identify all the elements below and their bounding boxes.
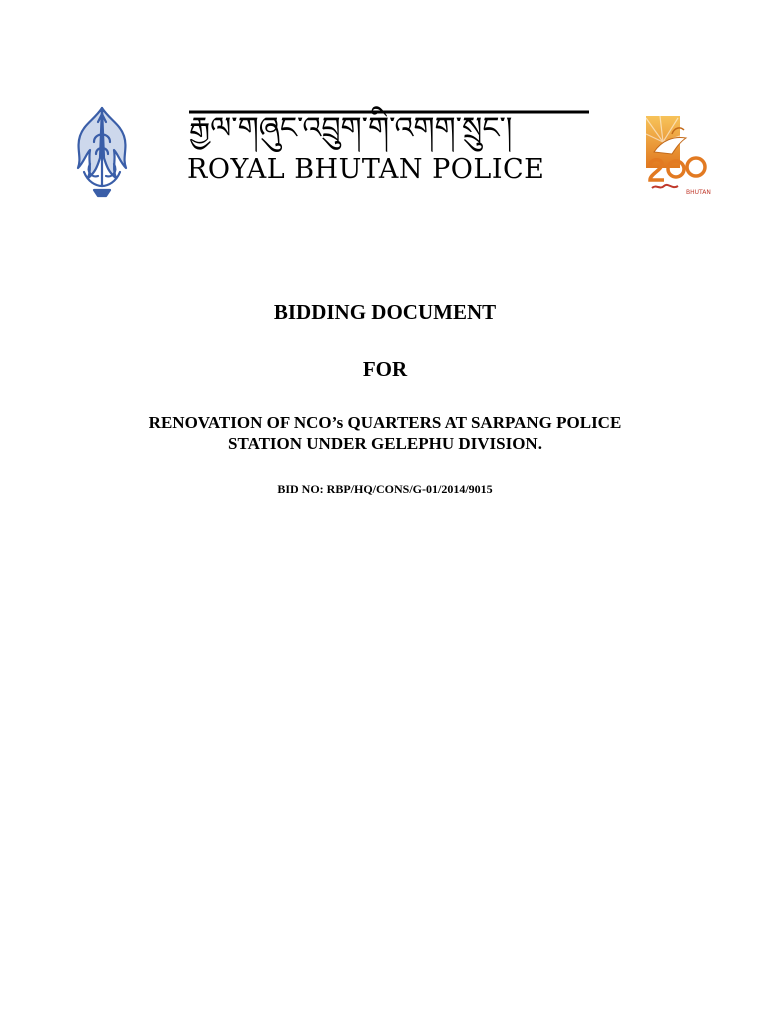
organization-title: ROYAL BHUTAN POLICE (187, 154, 545, 185)
bid-number: BID NO: RBP/HQ/CONS/G-01/2014/9015 (277, 482, 493, 496)
police-emblem-icon (70, 102, 134, 200)
anniversary-logo-icon (640, 112, 718, 198)
dzongkha-title (185, 98, 605, 154)
document-title: BIDDING DOCUMENT (273, 300, 497, 324)
for-label: FOR (362, 357, 408, 381)
dzongkha-title-text: རྒྱལ་གཞུང་འབྲུག་གི་འགག་སྲུང་། (189, 111, 513, 146)
subject-line-2: STATION UNDER GELEPHU DIVISION. (228, 434, 542, 453)
subject-line-1: RENOVATION OF NCO’s QUARTERS AT SARPANG POLICE (148, 413, 622, 432)
document-subject (0, 412, 770, 454)
anniversary-logo-text: BHUTAN (686, 189, 711, 196)
